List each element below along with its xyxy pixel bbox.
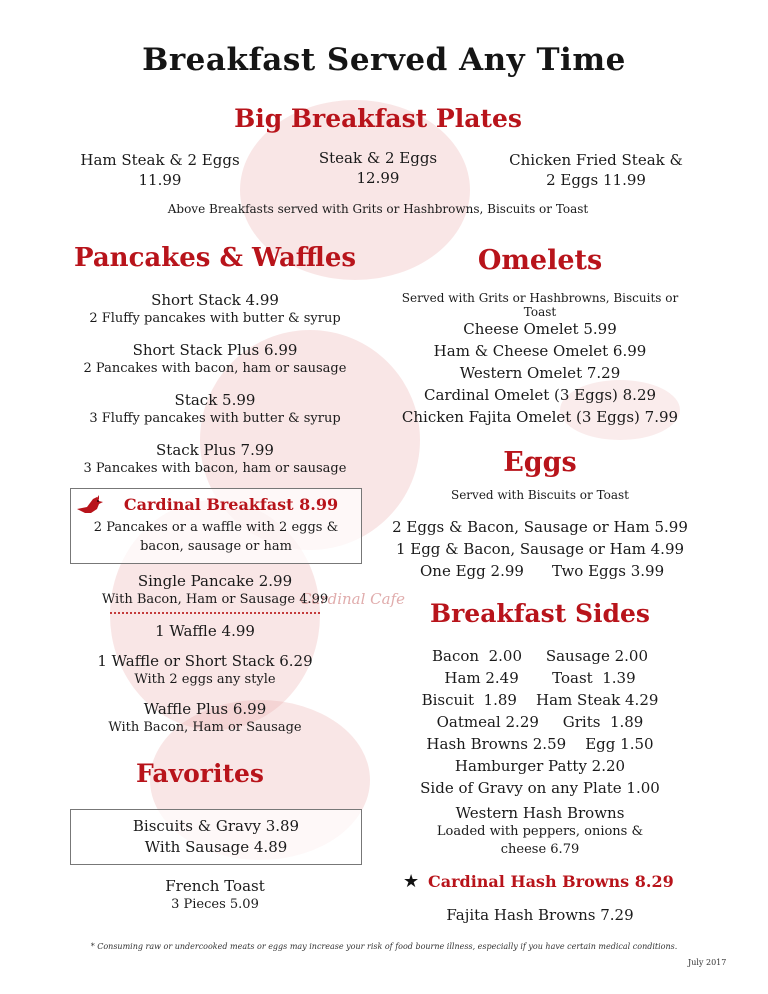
menu-item-name: Ham & Cheese Omelet 6.99 [433,342,647,360]
plate-item [60,150,260,190]
plate-price: 2 Eggs 11.99 [546,171,646,189]
menu-item-desc: 3 Pieces 5.09 [171,897,259,912]
watermark-logo-text: Cardinal Cafe [300,590,406,608]
fajita-hash-browns: Fajita Hash Browns 7.29 [446,906,634,924]
side-row: Biscuit 1.89 Ham Steak 4.29 [421,691,659,709]
cardinal-breakfast-desc: bacon, sausage or ham [140,539,292,554]
menu-item-desc: 3 Fluffy pancakes with butter & syrup [89,411,341,426]
side-row: Bacon 2.00 Sausage 2.00 [432,647,648,665]
menu-item-name: Short Stack Plus 6.99 [132,341,298,359]
big-plates-heading: Big Breakfast Plates [234,104,522,133]
menu-item-desc: 2 Fluffy pancakes with butter & syrup [89,311,341,326]
print-date: July 2017 [688,958,727,967]
plate-price: 12.99 [356,169,400,187]
plate-name: Chicken Fried Steak & [509,151,683,169]
dotted-divider [110,612,320,614]
one-egg: One Egg 2.99 [420,562,524,580]
menu-item-name: 1 Waffle 4.99 [155,622,255,640]
menu-item-name: Cheese Omelet 5.99 [463,320,617,338]
menu-item-name: Biscuits & Gravy 3.89 [132,817,300,835]
eggs-list [380,516,700,560]
omelets-list [385,318,695,428]
eggs-note: Served with Biscuits or Toast [450,488,629,502]
menu-item-desc: cheese 6.79 [500,842,580,857]
menu-item-desc: With 2 eggs any style [134,672,276,687]
side-row: Oatmeal 2.29 Grits 1.89 [436,713,644,731]
menu-item-name: Stack Plus 7.99 [156,441,274,459]
menu-item-name: 1 Egg & Bacon, Sausage or Ham 4.99 [395,540,685,558]
side-row: Side of Gravy on any Plate 1.00 [420,779,660,797]
cardinal-breakfast-desc: 2 Pancakes or a waffle with 2 eggs & [93,520,339,535]
page-title: Breakfast Served Any Time [142,42,626,78]
menu-item-name: French Toast [165,877,265,895]
plate-name: Ham Steak & 2 Eggs [80,151,240,169]
two-eggs: Two Eggs 3.99 [552,562,665,580]
menu-item-name: Cardinal Omelet (3 Eggs) 8.29 [423,386,657,404]
menu-item-name: Western Hash Browns [455,804,625,822]
pancakes-list [50,290,380,478]
menu-item-name: With Sausage 4.89 [144,838,288,856]
eggs-heading: Eggs [503,447,577,478]
side-row: Hash Browns 2.59 Egg 1.50 [426,735,654,753]
omelets-note: Served with Grits or Hashbrowns, Biscuits or Toast [401,291,679,319]
menu-item-desc: Loaded with peppers, onions & [436,824,644,839]
menu-item-name: Short Stack 4.99 [151,291,279,309]
cardinal-hash-browns: Cardinal Hash Browns 8.29 [428,872,674,891]
sides-heading: Breakfast Sides [429,599,651,628]
single-pancake [50,571,380,609]
star-icon: ★ [403,871,420,892]
disclaimer: * Consuming raw or undercooked meats or eggs may increase your risk of food bourne illness, especially if you have certain medical conditions. [90,942,678,951]
menu-item-name: Stack 5.99 [174,391,256,409]
favorites-heading: Favorites [136,759,264,788]
menu-item-name: 2 Eggs & Bacon, Sausage or Ham 5.99 [392,518,688,536]
western-hash-browns [380,803,700,859]
plate-item [496,150,696,190]
french-toast [50,876,380,914]
plate-name: Steak & 2 Eggs [318,149,438,167]
plates-note: Above Breakfasts served with Grits or Hashbrowns, Biscuits or Toast [167,202,589,216]
sides-list [380,645,700,799]
menu-item-name: Western Omelet 7.29 [459,364,621,382]
menu-item-desc: With Bacon, Ham or Sausage 4.99 [101,592,329,607]
menu-item-name: Waffle Plus 6.99 [143,700,267,718]
cardinal-breakfast-box [70,488,362,564]
omelets-heading: Omelets [477,245,603,276]
menu-item-desc: 2 Pancakes with bacon, ham or sausage [83,361,347,376]
menu-item-name: 1 Waffle or Short Stack 6.29 [97,652,313,670]
menu-item-name: Chicken Fajita Omelet (3 Eggs) 7.99 [401,408,679,426]
waffle-list [40,621,370,737]
biscuits-gravy-box [70,809,362,865]
plate-price: 11.99 [138,171,182,189]
pancakes-heading: Pancakes & Waffles [73,243,357,273]
menu-item-name: Single Pancake 2.99 [137,572,293,590]
menu-item-desc: With Bacon, Ham or Sausage [108,720,302,735]
side-row: Hamburger Patty 2.20 [454,757,626,775]
side-row: Ham 2.49 Toast 1.39 [444,669,636,687]
menu-item-desc: 3 Pancakes with bacon, ham or sausage [83,461,347,476]
cardinal-breakfast-name: Cardinal Breakfast 8.99 [123,495,339,514]
plate-item [278,148,478,188]
